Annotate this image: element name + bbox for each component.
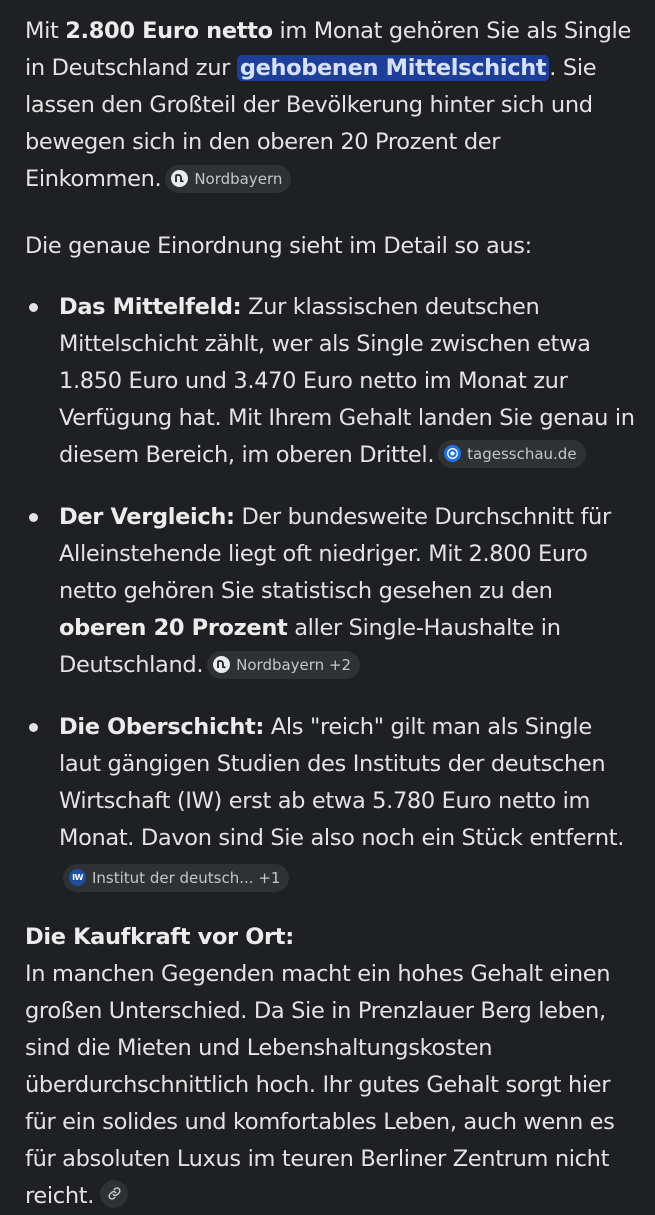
bullet-text: Zur klassischen deutschen Mittelschicht zählt, wer als Single zwischen etwa 1.850 Euro und 3.470 Euro netto im Monat zur Verfügung hat. Mit Ihrem Gehalt landen Sie genau in diesem Bereich, im oberen Drittel. bbox=[59, 294, 635, 468]
tagesschau-logo-icon bbox=[444, 445, 461, 462]
section-text: In manchen Gegenden macht ein hohes Gehalt einen großen Unterschied. Da Sie in Prenzlauer Berg leben, sind die Mieten und Lebenshaltungskosten überdurchschnittlich hoch. Ihr gutes Gehalt sorgt hier für ein solides und komfortables Leben, auch wenn es für absoluten Luxus im teuren Berliner Zentrum nicht reicht. bbox=[25, 961, 615, 1209]
list-item bbox=[25, 499, 635, 684]
intro-text-2: im Monat gehören Sie als Single in Deutschland zur bbox=[25, 18, 631, 81]
detail-intro: Die genaue Einordnung sieht im Detail so aus: bbox=[25, 233, 532, 259]
intro-paragraph bbox=[25, 13, 635, 198]
source-chip-nordbayern[interactable] bbox=[165, 165, 291, 193]
kaufkraft-section bbox=[25, 919, 635, 1215]
link-button[interactable] bbox=[100, 1180, 128, 1208]
source-chip-label: Nordbayern +2 bbox=[236, 655, 352, 674]
bullet-text: aller Single-Haushalte in Deutschland. bbox=[59, 615, 561, 678]
list-item bbox=[25, 709, 635, 894]
source-chip-nordbayern-more[interactable] bbox=[207, 651, 360, 679]
bullet-text: Als "reich" gilt man als Single laut gängigen Studien des Instituts der deutschen Wirtschaft (IW) erst ab etwa 5.780 Euro netto im Monat. Davon sind Sie also noch ein Stück entfernt. bbox=[59, 714, 624, 851]
nordbayern-logo-icon bbox=[213, 656, 230, 673]
bullet-list bbox=[25, 289, 635, 894]
bullet-title: Die Oberschicht: bbox=[59, 714, 265, 740]
bullet-title: Der Vergleich: bbox=[59, 504, 235, 530]
source-chip-label: tagesschau.de bbox=[467, 444, 577, 463]
section-title: Die Kaufkraft vor Ort: bbox=[25, 924, 294, 950]
source-chip-iw[interactable] bbox=[63, 864, 289, 892]
bullet-title: Das Mittelfeld: bbox=[59, 294, 242, 320]
intro-bold-amount: 2.800 Euro netto bbox=[65, 18, 273, 44]
intro-text-3: . Sie lassen den Großteil der Bevölkerung hinter sich und bewegen sich in den oberen 20 Prozent der Einkommen. bbox=[25, 55, 597, 192]
bullet-text: Der bundesweite Durchschnitt für Alleinstehende liegt oft niedriger. Mit 2.800 Euro netto gehören Sie statistisch gesehen zu den bbox=[59, 504, 611, 604]
link-icon bbox=[107, 1186, 122, 1201]
source-chip-tagesschau[interactable] bbox=[438, 440, 585, 468]
source-chip-label: Institut der deutsch... +1 bbox=[92, 868, 281, 887]
list-item bbox=[25, 289, 635, 474]
nordbayern-logo-icon bbox=[171, 170, 188, 187]
highlighted-term-link[interactable]: gehobenen Mittelschicht bbox=[237, 55, 549, 81]
source-chip-label: Nordbayern bbox=[194, 169, 283, 188]
iw-logo-icon: IW bbox=[69, 869, 86, 886]
intro-text-1: Mit bbox=[25, 18, 66, 44]
bullet-bold-text: oberen 20 Prozent bbox=[59, 615, 288, 641]
